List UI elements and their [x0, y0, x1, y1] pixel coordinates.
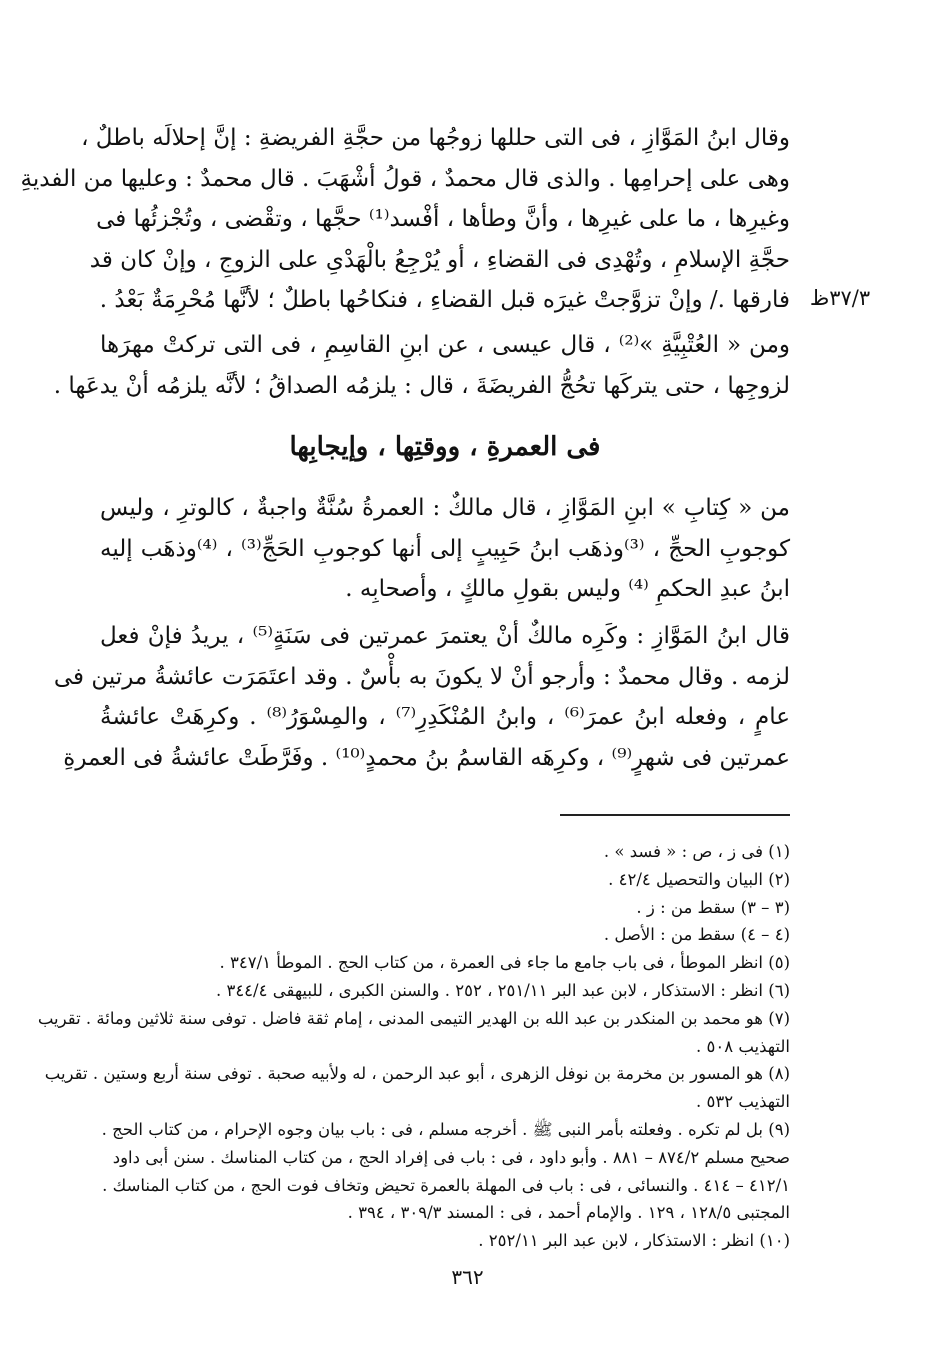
- footnote: صحيح مسلم ٨٧٤/٢ – ٨٨١ . وأبو داود ، فى : باب فى إفراد الحج ، من كتاب المناسك . سنن أبى داود: [112, 1147, 790, 1167]
- text-line: كوجوبِ الحجِّ ، ⁽³⁾وذهَب ابنُ حَبِيبٍ إلى أنها كوجوبِ الحَجِّ⁽³⁾ ، ⁽⁴⁾وذهَب إليه: [100, 535, 791, 562]
- text-line: وقال ابنُ المَوَّازِ ، فى التى حللها زوجُها من حجَّةِ الفريضةِ : إنَّ إحلالَه باطلٌ ،: [81, 125, 790, 151]
- footnote: (٥) انظر الموطأ ، فى باب جامع ما جاء فى العمرة ، من كتاب الحج . الموطأ ٣٤٧/١ .: [219, 953, 790, 973]
- text-line: من « كِتابِ » ابنِ المَوَّازِ ، قال مالكٌ : العمرةُ سُنَّةٌ واجبةٌ ، كالوترِ ، وليس: [100, 495, 790, 521]
- text-line: ومن « العُتْبِيَّةِ »⁽²⁾ ، قال عيسى ، عن ابنِ القاسِمِ ، فى التى تركتْ مهرَها: [100, 332, 790, 358]
- footnote: (٤ – ٤) سقط من : الأصل .: [603, 925, 790, 945]
- paragraph-2: [53, 325, 790, 406]
- paragraph-4: [53, 616, 791, 778]
- text-line: وهى على إحرامِها . والذى قال محمدٌ ، قولُ أشْهَبَ . قال محمدٌ : وعليها من الفديةِ: [20, 165, 790, 192]
- text-line: لزمه . وقال محمدٌ : وأرجو أنْ لا يكونَ به بأْسٌ . وقد اعتَمَرَت عائشةُ مرتين فى: [53, 663, 790, 690]
- footnote: المجتبى ١٢٨/٥ ، ١٢٩ . والإمام أحمد ، فى : المسند ٣٠٩/٣ ، ٣٩٤ .: [347, 1203, 790, 1223]
- footnote: التهذيب ٥٣٢ .: [696, 1092, 790, 1112]
- footnote: التهذيب ٥٠٨ .: [696, 1036, 790, 1056]
- text-line: فارقها ./ وإنْ تزوَّجتْ غيرَه قبل القضاءِ ، فنكاحُها باطلٌ ؛ لأنَّها مُحْرِمَةٌ بَعْدُ .: [99, 287, 790, 313]
- footnote: (٧) هو محمد بن المنكدر بن عبد الله بن الهدير التيمى المدنى ، إمام ثقة فاضل . توفى سنة ثلاثين ومائة . تقريب: [37, 1008, 790, 1028]
- paragraph-1: [20, 118, 790, 321]
- text-line: وغيرِها ، ما على غيرِها ، وأنَّ وطأها ، أفْسد⁽¹⁾ حجَّها ، وتقْضى ، وتُجْزئُها فى: [96, 206, 790, 232]
- footnote-divider: [560, 814, 790, 816]
- text-line: عامٍ ، وفعله ابنُ عمرَ⁽⁶⁾ ، وابنُ المُنْكَدِرِ⁽⁷⁾ ، والمِسْوَرُ⁽⁸⁾ . وكرِهَتْ عائشةُ: [100, 704, 791, 730]
- footnotes: [37, 838, 790, 1255]
- footnote: (٦) انظر : الاستذكار ، لابن عبد البر ٢٥١/١١ ، ٢٥٢ . والسنن الكبرى ، للبيهقى ٣٤٤/٤ .: [215, 980, 790, 1000]
- section-heading: فى العمرةِ ، ووقتِها ، وإيجابِها: [289, 432, 601, 462]
- text-line: قال ابنُ المَوَّازِ : وكَرِه مالكٌ أنْ يعتمرَ عمرتين فى سَنَةٍ⁽⁵⁾ ، يريدُ فإنْ فعل: [100, 623, 790, 649]
- margin-folio-reference: ٣٧/٣ظ: [809, 286, 871, 310]
- footnote: (١) فى ز ، ص : « فسد » .: [603, 842, 790, 861]
- text-line: لزوجِها ، حتى يتركَها تحُجُّ الفريضَةَ ، قال : يلزمُه الصداقُ ؛ لأنَّه يلزمُه أنْ يدعَها .: [53, 372, 790, 399]
- page-number: ٣٦٢: [451, 1265, 484, 1289]
- text-line: ابنُ عبدِ الحكمِ ⁽⁴⁾ وليس بقولِ مالكٍ ، وأصحابِه .: [345, 576, 790, 602]
- footnote: ٤١٢/١ – ٤١٤ . والنسائى ، فى : باب فى المهلة بالعمرة تحيض وتخاف فوت الحج ، من كتاب المناسك .: [102, 1175, 790, 1195]
- text-line: عمرتين فى شهرٍ⁽⁹⁾ ، وكرِهَه القاسمُ بنُ محمدٍ⁽¹⁰⁾ . وفَرَّطَتْ عائشةُ فى العمرةِ: [63, 744, 790, 771]
- footnote: (٩) بل لم تكره . وفعلته بأمر النبى ﷺ . أخرجه مسلم ، فى : باب بيان وجوه الإحرام ، من كتاب الحج .: [101, 1119, 790, 1139]
- text-line: حجَّةِ الإسلامِ ، وتُهْدِى فى القضاءِ ، أو يُرْجِعُ بالْهَدْىِ على الزوجِ ، وإنْ كان قد: [89, 246, 790, 273]
- footnote: (١٠) انظر : الاستذكار ، لابن عبد البر ٢٥٢/١١ .: [478, 1231, 790, 1251]
- footnote: (٢) البيان والتحصيل ٤٢/٤ .: [608, 869, 790, 889]
- footnote: (٨) هو المسور بن مخرمة بن نوفل الزهرى ، أبو عبد الرحمن ، له ولأبيه صحبة . توفى سنة أربع وستين . تقريب: [44, 1064, 790, 1084]
- footnote: (٣ – ٣) سقط من : ز .: [636, 897, 790, 917]
- paragraph-3: [100, 488, 790, 610]
